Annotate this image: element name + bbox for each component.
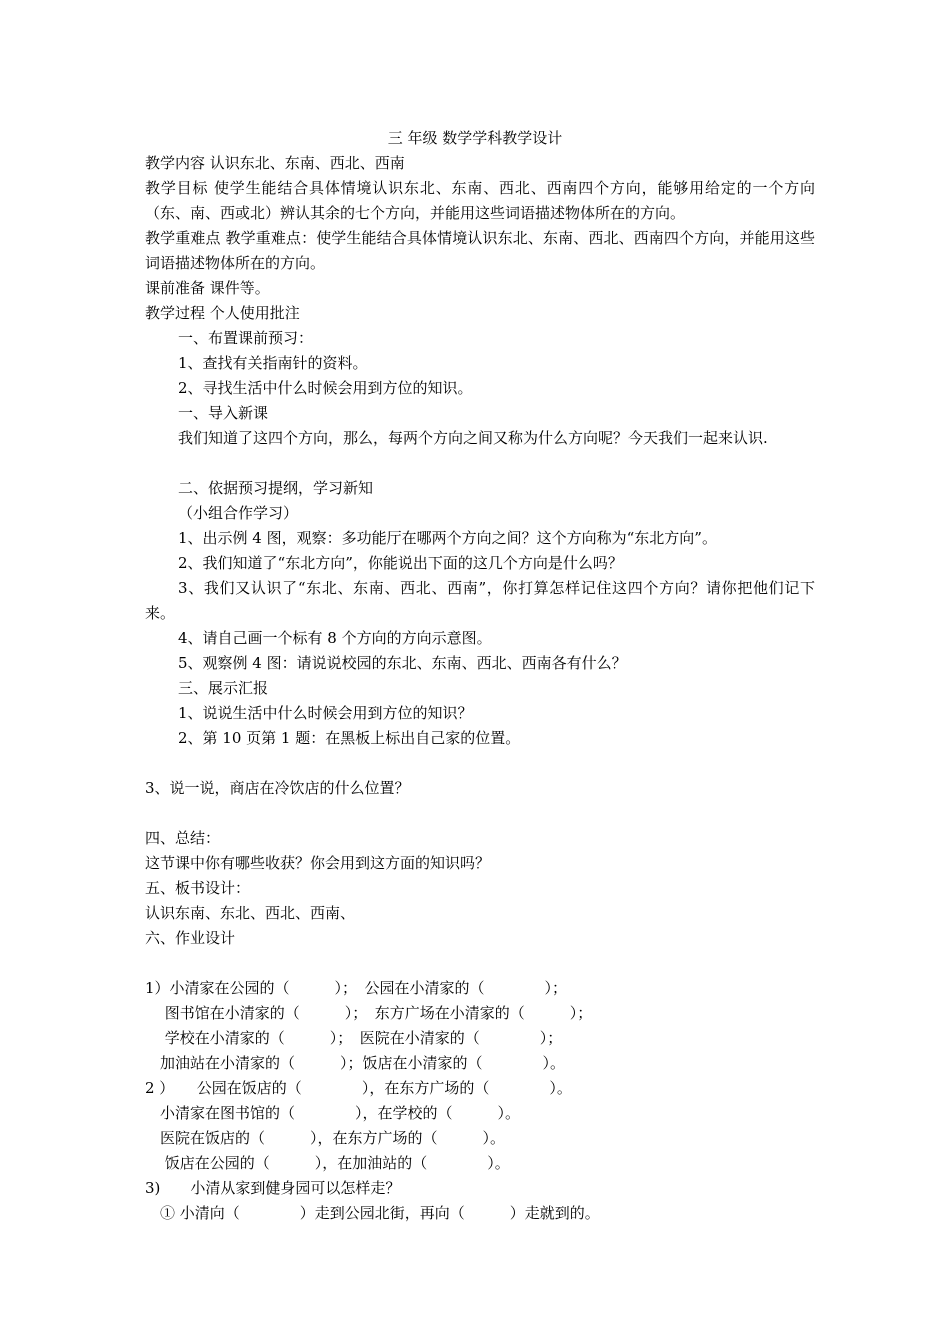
prep-line: 课前准备 课件等。 xyxy=(145,279,270,297)
homework-line: 1）小清家在公园的（ ）； 公园在小清家的（ ）； xyxy=(145,979,568,997)
list-item: 3、我们又认识了“东北、东南、西北、西南”，你打算怎样记住这四个方向？请你把他们记下来。 xyxy=(145,579,815,622)
section-heading: 六、作业设计 xyxy=(145,929,236,947)
homework-line: 小清家在图书馆的（ ），在学校的（ ）。 xyxy=(145,1104,521,1122)
process-line: 教学过程 个人使用批注 xyxy=(145,304,300,322)
homework-line: 饭店在公园的（ ），在加油站的（ ）。 xyxy=(145,1154,510,1172)
list-item: 5、观察例 4 图：请说说校园的东北、东南、西北、西南各有什么？ xyxy=(178,654,627,672)
goal-paragraph: 教学目标 使学生能结合具体情境认识东北、东南、西北、西南四个方向，能够用给定的一个方向（东、南、西或北）辨认其余的七个方向，并能用这些词语描述物体所在的方向。 xyxy=(145,179,815,222)
section-heading: 一、导入新课 xyxy=(178,404,269,422)
list-item: 1、说说生活中什么时候会用到方位的知识？ xyxy=(178,704,473,722)
list-item: 2、寻找生活中什么时候会用到方位的知识。 xyxy=(178,379,473,397)
homework-line: 3) 小清从家到健身园可以怎样走？ xyxy=(145,1179,401,1197)
section-heading: 四、总结： xyxy=(145,829,221,847)
list-item: 4、请自己画一个标有 8 个方向的方向示意图。 xyxy=(178,629,492,647)
list-item: 3、说一说，商店在冷饮店的什么位置？ xyxy=(145,779,410,797)
homework-line: 图书馆在小清家的（ ）； 东方广场在小清家的（ ）； xyxy=(145,1004,593,1022)
summary-text: 这节课中你有哪些收获？你会用到这方面的知识吗？ xyxy=(145,854,491,872)
group-note: （小组合作学习） xyxy=(178,504,299,522)
list-item: 2、第 10 页第 1 题：在黑板上标出自己家的位置。 xyxy=(178,729,521,747)
homework-line: 学校在小清家的（ ）； 医院在小清家的（ ）； xyxy=(145,1029,563,1047)
section-heading: 五、板书设计： xyxy=(145,879,251,897)
homework-line: ① 小清向（ ）走到公园北街，再向（ ）走就到的。 xyxy=(145,1204,600,1222)
content-line: 教学内容 认识东北、东南、西北、西南 xyxy=(145,154,405,172)
list-item: 2、我们知道了“东北方向”，你能说出下面的这几个方向是什么吗？ xyxy=(178,554,623,572)
section-heading: 一、布置课前预习： xyxy=(178,329,314,347)
section-heading: 三、展示汇报 xyxy=(178,679,269,697)
homework-line: 2 ） 公园在饭店的（ ），在东方广场的（ ）。 xyxy=(145,1079,572,1097)
list-item: 1、出示例 4 图，观察：多功能厅在哪两个方向之间？这个方向称为“东北方向”。 xyxy=(178,529,717,547)
list-item: 1、查找有关指南针的资料。 xyxy=(178,354,368,372)
intro-paragraph: 我们知道了这四个方向，那么，每两个方向之间又称为什么方向呢？今天我们一起来认识. xyxy=(178,429,768,447)
board-text: 认识东南、东北、西北、西南、 xyxy=(145,904,356,922)
section-heading: 二、依据预习提纲，学习新知 xyxy=(178,479,374,497)
homework-line: 加油站在小清家的（ ）；饭店在小清家的（ ）。 xyxy=(145,1054,566,1072)
page-title: 三 年级 数学学科教学设计 xyxy=(387,129,563,147)
key-paragraph: 教学重难点 教学重难点：使学生能结合具体情境认识东北、东南、西北、西南四个方向，并能用这些词语描述物体所在的方向。 xyxy=(145,229,815,272)
homework-line: 医院在饭店的（ ），在东方广场的（ ）。 xyxy=(145,1129,506,1147)
